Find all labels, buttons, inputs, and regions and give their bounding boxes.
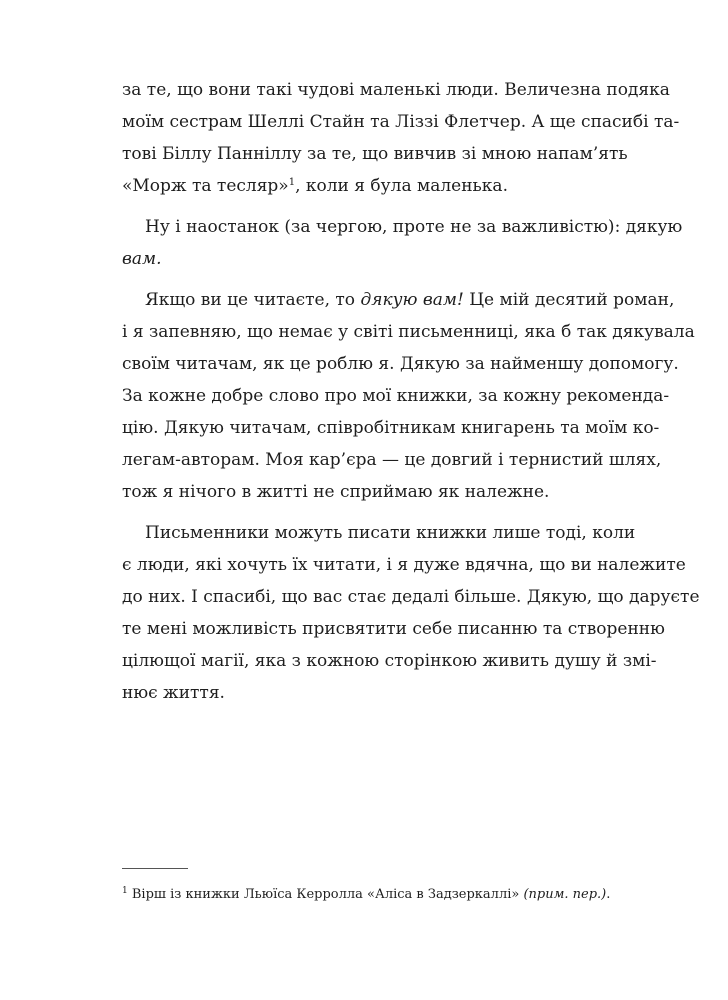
paragraph-2-line-2 (122, 243, 606, 275)
paragraph-1-line-4 (122, 170, 606, 202)
paragraph-4-line-1: Письменники можуть писати книжки лише тоді, коли (145, 523, 636, 543)
footnote-text: Вірш із книжки Льюїса Керролла «Аліса в Задзеркаллі» (127, 887, 524, 902)
emphasis-thank-you: дякую вам! (360, 290, 464, 310)
paragraph-2 (122, 211, 683, 275)
paragraph-3-line-5: цію. Дякую читачам, співробітникам книгарень та моїм ко- (122, 418, 660, 438)
paragraph-1-line-4-end: , коли я була маленька. (295, 176, 508, 196)
footnote-marker: 1 (122, 886, 128, 896)
paragraph-4-line-5: цілющої магії, яка з кожною сторінкою живить душу й змі- (122, 651, 657, 671)
footnote-translator-note: (прим. пер.) (523, 887, 607, 902)
paragraph-2-line-1: Ну і наостанок (за чергою, проте не за важливістю): дякую (145, 217, 683, 237)
paragraph-3-line-1-end: Це мій десятий роман, (463, 290, 675, 310)
paragraph-3-line-1 (122, 284, 675, 316)
paragraph-4-line-3: до них. І спасибі, що вас стає дедалі більше. Дякую, що даруєте (122, 587, 700, 607)
footnote-end: . (606, 887, 611, 902)
footnote (122, 885, 622, 905)
paragraph-4 (122, 517, 700, 709)
paragraph-3-line-3: своїм читачам, як це роблю я. Дякую за найменшу допомогу. (122, 354, 679, 374)
paragraph-3-line-4: За кожне добре слово про мої книжки, за кожну рекоменда- (122, 386, 670, 406)
paragraph-4-line-6: нює життя. (122, 683, 225, 703)
main-text (122, 74, 700, 709)
paragraph-4-line-2: є люди, які хочуть їх читати, і я дуже вдячна, що ви належите (122, 555, 686, 575)
emphasis-you: вам. (122, 249, 162, 269)
footnote-divider (122, 868, 188, 869)
paragraph-3-line-7: тож я нічого в житті не сприймаю як належне. (122, 482, 550, 502)
paragraph-1-line-1: за те, що вони такі чудові маленькі люди. Величезна подяка (122, 80, 670, 100)
paragraph-1-line-3: тові Біллу Панніллу за те, що вивчив зі мною напам’ять (122, 144, 628, 164)
paragraph-3 (122, 284, 695, 508)
footnote-reference: 1 (288, 177, 296, 188)
paragraph-1 (122, 74, 680, 202)
paragraph-1-line-2: моїм сестрам Шеллі Стайн та Ліззі Флетчер. А ще спасибі та- (122, 112, 680, 132)
poem-title: «Морж та тесляр» (122, 176, 289, 196)
paragraph-3-line-1-start: Якщо ви це читаєте, то (145, 290, 361, 310)
paragraph-3-line-6: легам-авторам. Моя кар’єра — це довгий і тернистий шлях, (122, 450, 662, 470)
paragraph-3-line-2: і я запевняю, що немає у світі письменниці, яка б так дякувала (122, 322, 695, 342)
paragraph-4-line-4: те мені можливість присвятити себе писанню та створенню (122, 619, 665, 639)
